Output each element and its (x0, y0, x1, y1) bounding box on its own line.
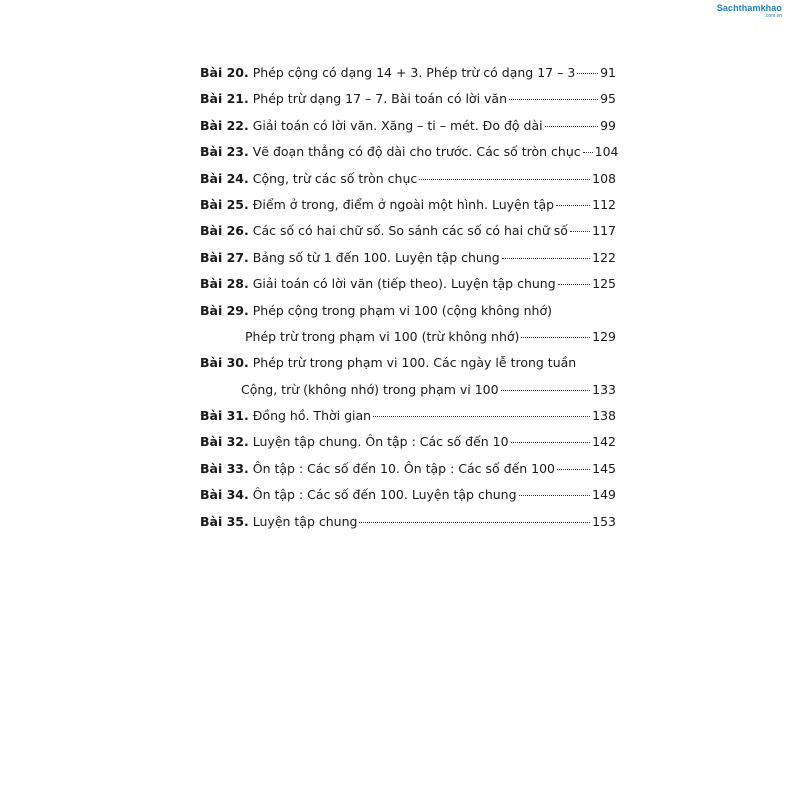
logo-subtext: .com.vn (764, 13, 782, 19)
lesson-number: Bài 22. (200, 117, 249, 133)
page-number: 112 (592, 196, 616, 212)
lesson-title: Phép cộng có dạng 14 + 3. Phép trừ có dạng 17 – 3 (252, 65, 576, 80)
dot-leader (419, 179, 590, 180)
lesson-title: Phép trừ dạng 17 – 7. Bài toán có lời văn (252, 91, 507, 107)
lesson-title: Các số có hai chữ số. So sánh các số có hai chữ số (252, 223, 568, 239)
lesson-title: Điểm ở trong, điểm ở ngoài một hình. Luyện tập (252, 196, 555, 212)
lesson-number: Bài 30. (200, 355, 249, 371)
toc-entry (200, 403, 616, 429)
dot-leader (511, 442, 591, 443)
lesson-number: Bài 21. (200, 91, 249, 107)
page-number: 117 (592, 223, 616, 239)
dot-leader (509, 99, 598, 100)
toc-entry-continuation (200, 377, 616, 403)
lesson-number: Bài 25. (200, 196, 249, 212)
lesson-title: Luyện tập chung (252, 513, 358, 529)
lesson-title: Giải toán có lời văn (tiếp theo). Luyện tập chung (252, 276, 556, 292)
page-number: 91 (600, 65, 616, 80)
lesson-number: Bài 34. (200, 487, 249, 503)
dot-leader (583, 152, 593, 153)
dot-leader (577, 73, 598, 74)
lesson-number: Bài 29. (200, 302, 249, 318)
lesson-number: Bài 28. (200, 276, 249, 292)
toc-entry (200, 298, 616, 324)
lesson-title-continued: Phép trừ trong phạm vi 100 (trừ không nhớ) (245, 328, 520, 344)
dot-leader (359, 522, 590, 523)
toc-entry (200, 86, 616, 112)
dot-leader (501, 390, 591, 391)
lesson-number: Bài 32. (200, 434, 249, 450)
page-number: 129 (592, 328, 616, 344)
lesson-title: Cộng, trừ các số tròn chục (252, 170, 418, 186)
toc-entry (200, 350, 616, 376)
toc-entry (200, 271, 616, 297)
page-number: 108 (592, 170, 616, 186)
toc-entry (200, 456, 616, 482)
toc-entry (200, 429, 616, 455)
lesson-number: Bài 26. (200, 223, 249, 239)
toc-entry (200, 245, 616, 271)
page-number: 138 (592, 408, 616, 424)
dot-leader (557, 469, 590, 470)
page-number: 149 (592, 487, 616, 503)
page-number: 145 (592, 460, 616, 476)
lesson-title: Luyện tập chung. Ôn tập : Các số đến 10 (252, 434, 509, 450)
page-number: 142 (592, 434, 616, 450)
page-number: 122 (592, 249, 616, 265)
dot-leader (570, 231, 590, 232)
lesson-number: Bài 20. (200, 65, 249, 80)
page-number: 104 (594, 144, 619, 160)
lesson-number: Bài 35. (200, 513, 249, 529)
toc-entry (200, 218, 616, 244)
lesson-number: Bài 33. (200, 460, 249, 476)
lesson-title: Phép trừ trong phạm vi 100. Các ngày lễ trong tuần (252, 355, 577, 371)
lesson-title-continued: Cộng, trừ (không nhớ) trong phạm vi 100 (241, 381, 499, 397)
toc-entry (200, 139, 619, 165)
lesson-number: Bài 31. (200, 408, 249, 424)
toc-entry (200, 166, 616, 192)
toc-entry (200, 192, 616, 218)
lesson-title: Vẽ đoạn thẳng có độ dài cho trước. Các số tròn chục (252, 144, 581, 160)
dot-leader (556, 205, 590, 206)
logo-text: Sachthamkhao (716, 3, 782, 13)
toc-entry (200, 509, 616, 535)
lesson-number: Bài 23. (200, 144, 249, 160)
lesson-title: Bảng số từ 1 đến 100. Luyện tập chung (252, 249, 500, 265)
site-logo (717, 3, 782, 19)
toc-entry (200, 482, 616, 508)
page-number: 153 (592, 513, 616, 529)
lesson-title: Phép cộng trong phạm vi 100 (cộng không nhớ) (252, 302, 552, 318)
toc-entry-continuation (200, 324, 616, 350)
dot-leader (545, 126, 598, 127)
dot-leader (373, 416, 590, 417)
dot-leader (502, 258, 590, 259)
toc-entry (200, 60, 616, 86)
lesson-title: Ôn tập : Các số đến 100. Luyện tập chung (252, 487, 517, 503)
page-number: 99 (600, 117, 616, 133)
dot-leader (519, 495, 591, 496)
table-of-contents (200, 60, 619, 535)
lesson-number: Bài 27. (200, 249, 249, 265)
dot-leader (521, 337, 590, 338)
page-number: 133 (592, 381, 616, 397)
page-number: 125 (592, 276, 616, 292)
lesson-number: Bài 24. (200, 170, 249, 186)
dot-leader (558, 284, 590, 285)
page-number: 95 (600, 91, 616, 107)
lesson-title: Giải toán có lời văn. Xăng – ti – mét. Đo độ dài (252, 117, 543, 133)
lesson-title: Đồng hồ. Thời gian (252, 408, 372, 424)
toc-entry (200, 113, 616, 139)
lesson-title: Ôn tập : Các số đến 10. Ôn tập : Các số đến 100 (252, 460, 556, 476)
